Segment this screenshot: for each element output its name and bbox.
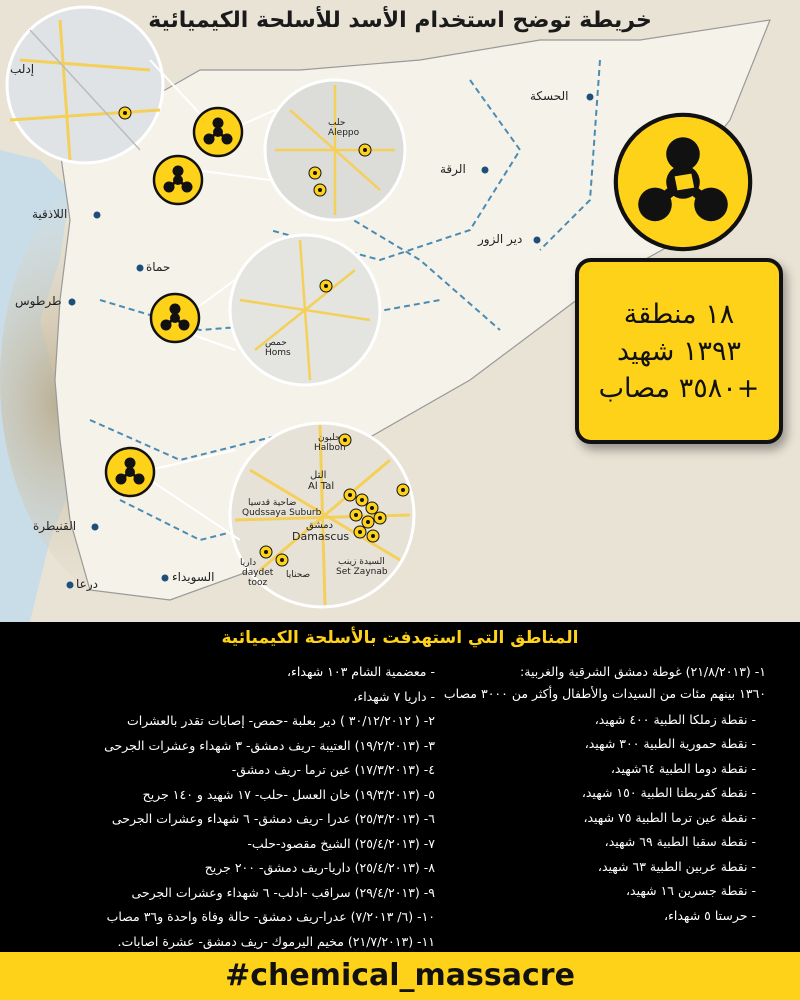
- list-item: ٢- ( ٣٠/١٢/٢٠١٢ ) دير بعلبة -حمص- إصابات تقدر بالعشرات: [126, 713, 435, 728]
- list-item: ١١- (٢١/٧/٢٠١٣) مخيم اليرموك -ريف دمشق- عشرة اصابات.: [117, 933, 435, 949]
- city-label-tartus: طرطوس: [15, 294, 62, 308]
- inset-homs: [230, 235, 380, 385]
- list-item: ١٠- (٦/ ٧/٢٠١٣) عدرا-ريف دمشق- حالة وفاة واحدة و٣٦ مصاب: [106, 909, 435, 924]
- inset-label: ضاحية قدسيا: [248, 498, 297, 508]
- inset-label: Set Zaynab: [336, 567, 388, 577]
- list-item: ١- (٢١/٨/٢٠١٣) غوطة دمشق الشرقية والغربية:: [520, 664, 766, 679]
- list-item: - نقطة عين ترما الطبية ٧٥ شهيد،: [583, 809, 756, 825]
- inset-aleppo: [265, 80, 405, 220]
- city-label-idlib: إدلب: [10, 62, 35, 76]
- city-label-hasakah: الحسكة: [530, 89, 569, 103]
- inset-label: Al Tal: [308, 481, 335, 492]
- list-right: [426, 660, 766, 928]
- map-title: خريطة توضح استخدام الأسد للأسلحة الكيميائية: [148, 8, 652, 33]
- inset-label: حلب: [328, 118, 346, 128]
- inset-label: دمشق: [306, 520, 334, 531]
- list-item: - حرستا ٥ شهداء،: [663, 907, 756, 923]
- list-item: - نقطة جسرين ١٦ شهيد،: [626, 883, 756, 898]
- list-item: ٣- (١٩/٢/٢٠١٣) العتيبة -ريف دمشق- ٣ شهداء وعشرات الجرحى: [104, 737, 435, 753]
- inset-label: tooz: [248, 578, 268, 588]
- inset-label: Homs: [265, 348, 291, 358]
- list-item: - نقطة عربين الطبية ٦٣ شهيد،: [597, 858, 756, 874]
- list-item: ٧- (٢٥/٤/٢٠١٣) الشيخ مقصود-حلب-: [247, 835, 435, 851]
- list-item: - نقطة كفربطنا الطبية ١٥٠ شهيد،: [581, 785, 756, 800]
- list-item: ١٣٦٠ بينهم مئات من السيدات والأطفال وأكثر من ٣٠٠٠ مصاب: [443, 685, 766, 701]
- city-label-quneitra: القنيطرة: [33, 519, 77, 533]
- inset-label: داريا: [240, 558, 257, 568]
- chemical-hazard-icon: [106, 448, 154, 496]
- city-label-latakia: اللاذقية: [32, 207, 68, 221]
- inset-label: Qudssaya Suburb: [242, 508, 322, 518]
- inset-label: حلبون: [318, 433, 341, 443]
- list-left: [35, 660, 435, 954]
- list-item: ٤- (١٧/٣/٢٠١٣) عين ترما -ريف دمشق-: [231, 762, 435, 777]
- city-label-deir-ezzor: دير الزور: [478, 232, 523, 246]
- martyrs-count: ١٣٩٣ شهيد: [617, 335, 741, 367]
- list-item: ٩- (٢٩/٤/٢٠١٣) سراقب -ادلب- ٦ شهداء وعشرات الجرحى: [131, 884, 435, 900]
- panel-title: المناطق التي استهدفت بالأسلحة الكيميائية: [221, 628, 579, 648]
- targeted-areas-panel: [0, 622, 800, 1000]
- areas-count: ١٨ منطقة: [623, 298, 735, 330]
- city-label-daraa: درعا: [76, 577, 98, 591]
- inset-label: صحنايا: [286, 570, 311, 580]
- list-item: ٨- (٢٥/٤/٢٠١٣) داريا-ريف دمشق- ٢٠٠ جريح: [204, 860, 435, 875]
- injured-count: +٣٥٨٠ مصاب: [598, 372, 760, 404]
- city-label-hama: حماة: [146, 260, 171, 274]
- chemical-hazard-icon: [194, 108, 242, 156]
- city-label-raqqa: الرقة: [440, 162, 466, 176]
- list-item: ٦- (٢٥/٣/٢٠١٣) عدرا -ريف دمشق- ٦ شهداء وعشرات الجرحى: [111, 811, 435, 826]
- inset-label: Damascus: [292, 530, 350, 543]
- inset-label: Halbon: [314, 443, 346, 453]
- list-item: - نقطة سقبا الطبية ٦٩ شهيد،: [604, 834, 756, 849]
- inset-label: حمص: [265, 338, 287, 348]
- chemical-hazard-icon: [154, 156, 202, 204]
- chemical-hazard-icon: [616, 115, 750, 249]
- list-item: ٥- (١٩/٣/٢٠١٣) خان العسل -حلب- ١٧ شهيد و ١٤٠ جريح: [142, 786, 435, 802]
- city-label-sweida: السويداء: [172, 570, 215, 584]
- inset-label: Aleppo: [328, 128, 360, 138]
- list-item: - داريا ٧ شهداء،: [353, 688, 435, 704]
- stats-box: [575, 258, 783, 444]
- inset-label: السيدة زينب: [338, 557, 385, 567]
- list-item: - نقطة حمورية الطبية ٣٠٠ شهيد،: [584, 736, 756, 751]
- list-item: - معضمية الشام ١٠٣ شهداء،: [287, 664, 435, 679]
- chemical-hazard-icon: [151, 294, 199, 342]
- list-item: - نقطة دوما الطبية ٦٤شهيد،: [610, 760, 756, 776]
- hashtag-banner: #chemical_massacre: [0, 952, 800, 1000]
- list-item: - نقطة زملكا الطبية ٤٠٠ شهيد،: [594, 711, 756, 727]
- inset-label: التل: [310, 470, 327, 481]
- inset-label: daydet: [242, 568, 274, 578]
